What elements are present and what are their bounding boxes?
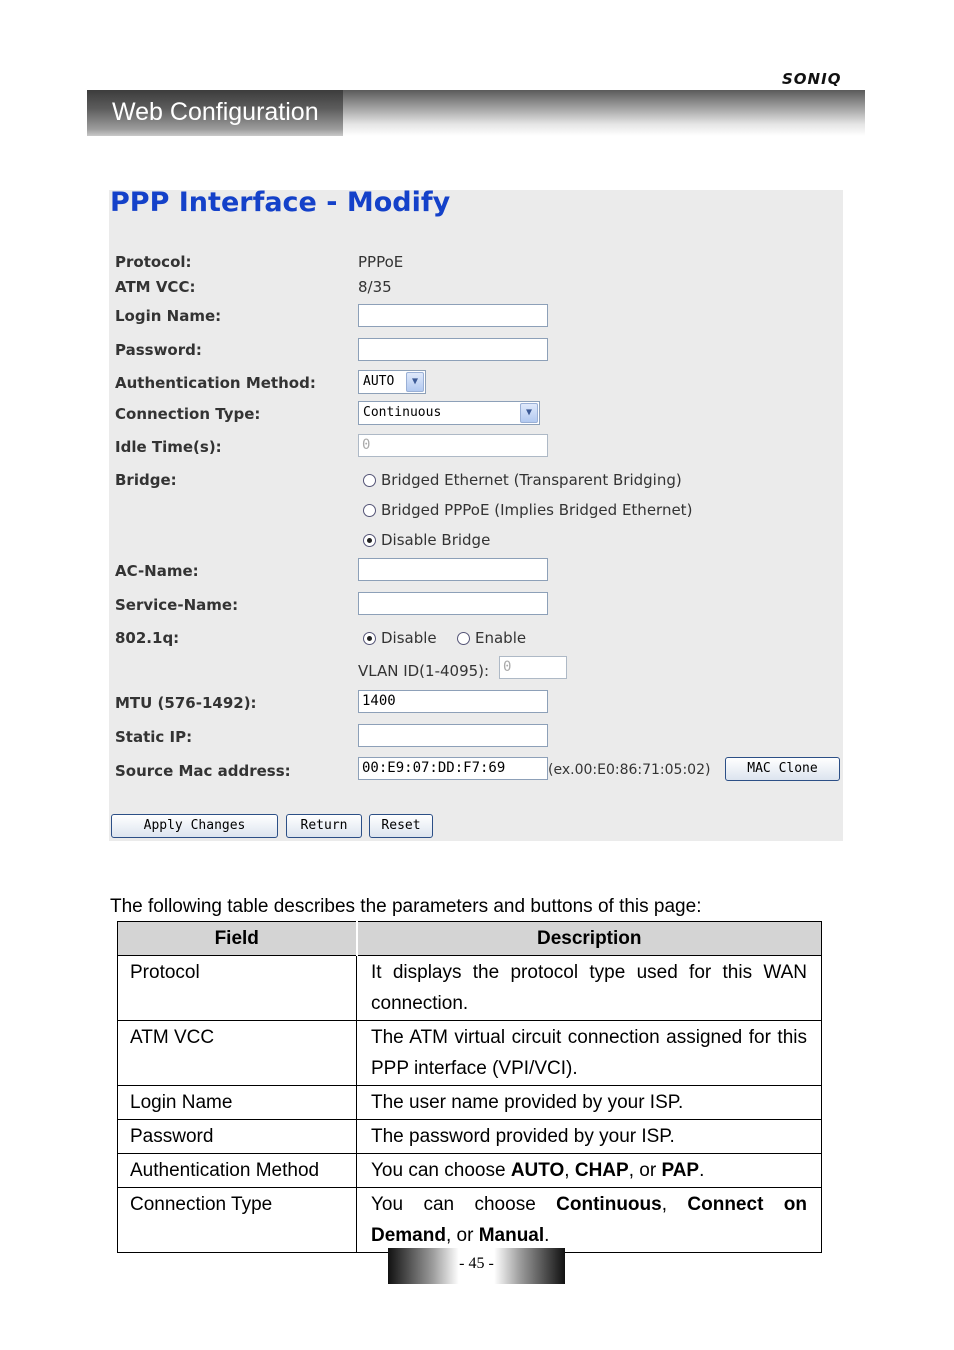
bridge-option-disable[interactable]	[363, 531, 490, 549]
return-button[interactable]: Return	[286, 814, 362, 838]
ac-name-input[interactable]	[358, 558, 548, 581]
atm-vcc-label: ATM VCC:	[115, 278, 196, 296]
vlan-id-label: VLAN ID(1-4095):	[358, 662, 490, 680]
text-part: , or	[628, 1160, 662, 1181]
text-part-bold: Manual	[478, 1225, 545, 1246]
bridge-label: Bridge:	[115, 471, 177, 489]
text-part: , or	[445, 1225, 479, 1246]
table-cell-field: Login Name	[118, 1086, 357, 1120]
text-part: .	[544, 1225, 550, 1246]
bridge-option-label: Disable Bridge	[381, 531, 491, 549]
static-ip-label: Static IP:	[115, 728, 193, 746]
vlan-disable-radio[interactable]	[363, 629, 437, 647]
text-part: ,	[564, 1160, 575, 1181]
vlan-id-input[interactable]: 0	[499, 656, 567, 679]
login-name-label: Login Name:	[115, 307, 222, 325]
text-part-bold: CHAP	[574, 1160, 629, 1181]
text-part-bold: Continuous	[556, 1194, 662, 1215]
ac-name-label: AC-Name:	[115, 562, 199, 580]
table-cell-desc: The user name provided by your ISP.	[357, 1086, 822, 1120]
text-part-bold: Connect on Demand	[371, 1194, 808, 1246]
intro-text: The following table describes the parameters and buttons of this page:	[110, 896, 702, 917]
mtu-input[interactable]: 1400	[358, 690, 548, 713]
parameters-table	[117, 921, 822, 1253]
service-name-input[interactable]	[358, 592, 548, 615]
bridge-option-pppoe[interactable]	[363, 501, 692, 519]
table-cell-desc	[357, 1188, 822, 1253]
radio-selected-icon	[363, 534, 376, 547]
table-cell-desc: It displays the protocol type used for this WAN connection.	[357, 956, 822, 1021]
table-row	[118, 1154, 822, 1188]
radio-icon	[363, 504, 376, 517]
login-name-input[interactable]	[358, 304, 548, 327]
auth-method-label: Authentication Method:	[115, 374, 316, 392]
bridge-option-ethernet[interactable]	[363, 471, 682, 489]
table-row	[118, 1188, 822, 1253]
form-title: PPP Interface - Modify	[110, 187, 451, 218]
table-header: Description	[357, 922, 822, 956]
table-cell-desc	[357, 1154, 822, 1188]
table-header-row	[118, 922, 822, 956]
apply-changes-button[interactable]: Apply Changes	[111, 814, 278, 838]
table-cell-field: Connection Type	[118, 1188, 357, 1253]
password-input[interactable]	[358, 338, 548, 361]
table-cell-field: Protocol	[118, 956, 357, 1021]
mtu-label: MTU (576-1492):	[115, 694, 257, 712]
vlan-label: 802.1q:	[115, 629, 180, 647]
protocol-value: PPPoE	[358, 253, 404, 271]
table-row	[118, 1021, 822, 1086]
protocol-label: Protocol:	[115, 253, 192, 271]
brand-logo: SONIQ	[782, 70, 842, 88]
text-part: ,	[661, 1194, 688, 1215]
radio-selected-icon	[363, 632, 376, 645]
text-part: You can choose	[371, 1194, 557, 1215]
radio-icon	[457, 632, 470, 645]
mac-clone-button[interactable]: MAC Clone	[725, 757, 840, 781]
atm-vcc-value: 8/35	[358, 278, 392, 296]
connection-type-value: Continuous	[363, 405, 442, 420]
table-cell-desc: The password provided by your ISP.	[357, 1120, 822, 1154]
vlan-enable-label: Enable	[475, 629, 527, 647]
reset-button[interactable]: Reset	[369, 814, 433, 838]
idle-time-label: Idle Time(s):	[115, 438, 222, 456]
table-cell-field: Password	[118, 1120, 357, 1154]
vlan-enable-radio[interactable]	[457, 629, 526, 647]
password-label: Password:	[115, 341, 202, 359]
table-row	[118, 1120, 822, 1154]
chevron-down-icon: ▼	[406, 372, 424, 392]
auth-method-select[interactable]	[358, 370, 426, 394]
vlan-disable-label: Disable	[381, 629, 437, 647]
text-part: You can choose	[371, 1160, 511, 1181]
section-title: Web Configuration	[112, 98, 319, 126]
text-part-bold: PAP	[661, 1160, 700, 1181]
page-number: - 45 -	[459, 1255, 494, 1272]
connection-type-label: Connection Type:	[115, 405, 261, 423]
chevron-down-icon: ▼	[520, 403, 538, 423]
source-mac-label: Source Mac address:	[115, 762, 291, 780]
table-cell-desc: The ATM virtual circuit connection assigned for this PPP interface (VPI/VCI).	[357, 1021, 822, 1086]
bridge-option-label: Bridged PPPoE (Implies Bridged Ethernet)	[381, 501, 693, 519]
auth-method-value: AUTO	[363, 374, 395, 389]
table-cell-field: ATM VCC	[118, 1021, 357, 1086]
table-row	[118, 956, 822, 1021]
source-mac-input[interactable]: 00:E9:07:DD:F7:69	[358, 757, 548, 780]
table-row	[118, 1086, 822, 1120]
service-name-label: Service-Name:	[115, 596, 239, 614]
table-cell-field: Authentication Method	[118, 1154, 357, 1188]
table-header: Field	[118, 922, 357, 956]
static-ip-input[interactable]	[358, 724, 548, 747]
text-part-bold: AUTO	[510, 1160, 565, 1181]
mac-example-hint: (ex.00:E0:86:71:05:02)	[548, 762, 711, 778]
connection-type-select[interactable]	[358, 401, 540, 425]
idle-time-input[interactable]: 0	[358, 434, 548, 457]
text-part: .	[699, 1160, 705, 1181]
bridge-option-label: Bridged Ethernet (Transparent Bridging)	[381, 471, 682, 489]
radio-icon	[363, 474, 376, 487]
